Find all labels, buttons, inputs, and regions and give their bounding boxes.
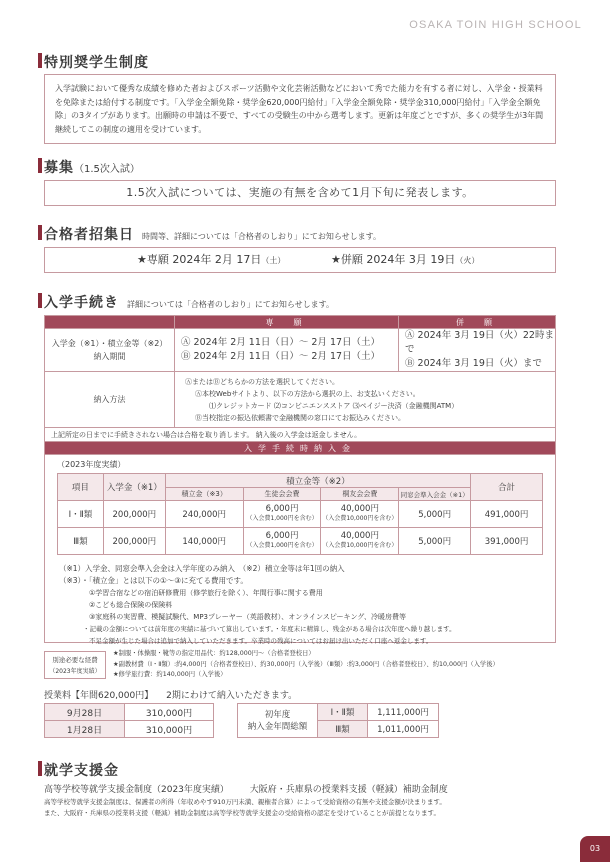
scholarship-heading — [44, 52, 149, 72]
gathering-title: 合格者招集日 — [44, 227, 134, 243]
fee-note-1: （※1）入学金、同窓会準入会金は入学年度のみ納入 （※2）積立金等は年1回の納入 — [59, 564, 345, 573]
extra-label-2: （2023年度実績） — [49, 668, 101, 675]
heigan-periods — [399, 329, 556, 372]
fee-row-student-amount: 6,000円 — [265, 531, 299, 541]
fee-notes — [59, 563, 549, 647]
fee-row-alumni — [321, 528, 399, 555]
tuition-amount: 310,000円 — [125, 721, 214, 738]
fee-sub-alumni: 桐友会会費 — [321, 488, 399, 501]
sengan-date: 2024年 2月 17日 — [172, 253, 262, 266]
recruit-title-sub: （1.5次入試） — [74, 164, 140, 175]
fee-row-alumni-note: （入会費10,000円を含む） — [322, 542, 398, 549]
scholarship-body: 入学試験において優秀な成績を修めた者およびスポーツ活動や文化芸術活動などにおいて秀でた能力を有する者に対し、入学金・授業料を免除または給付する制度です。「入学金全額免除・奨学金620,000円給付」「入学金全額免除・奨学金310,000円給付」「入学金全額免除」の3タイプがあります。出願時の申請は不要で、すべての受験生の中から選考します。更新は年度ごとですが、多くの奨学生が3年間継続してこの制度の適用を受けています。 — [55, 84, 544, 134]
fee-col-entry: 入学金（※1） — [103, 474, 165, 501]
fee-row-entry: 200,000円 — [103, 528, 165, 555]
support-sub-1: 高等学校等就学支援金制度（2023年度実績） — [44, 785, 229, 795]
fee-row-item: Ⅲ類 — [58, 528, 104, 555]
sengan-periods — [175, 329, 399, 372]
fee-row-reserve: 240,000円 — [165, 501, 243, 528]
gathering-heading — [44, 224, 381, 244]
fee-note-3a: ①学習合宿などの宿泊研修費用（修学旅行を除く）、年間行事に関する費用 — [89, 589, 323, 597]
section-bar — [38, 158, 42, 173]
fee-row-student-note: （入会費1,000円を含む） — [246, 542, 318, 549]
col-sengan: 専 願 — [175, 316, 399, 329]
support-body-1: 高等学校等就学支援金制度は、保護者の所得（年収めやす910万円未満、親権者合算）によって受給資格の有無や支援金額が決まります。 — [44, 798, 446, 806]
extra-item: ★副教材費（Ⅰ・Ⅱ類）:約4,000円（合格者登校日）、約30,000円（入学後）（Ⅲ類）:約3,000円（合格者登校日）、約10,000円（入学後） — [113, 660, 499, 668]
procedure-table — [44, 315, 556, 455]
annual-type: Ⅲ類 — [318, 721, 368, 738]
extra-label: 別途必要な経費 — [52, 656, 98, 664]
sengan-a: Ⓐ 2024年 2月 11日（日）～ 2月 17日（土） — [181, 337, 381, 348]
tuition-amount: 310,000円 — [125, 704, 214, 721]
fee-row-alumni-amount: 40,000円 — [340, 504, 379, 514]
period-label — [45, 329, 175, 372]
recruit-heading — [44, 157, 140, 177]
heigan-label: ★併願 — [331, 253, 363, 266]
fee-note-3b: ②こども総合保険の保険料 — [89, 601, 173, 609]
heigan-a: Ⓐ 2024年 3月 19日（火）22時まで — [405, 330, 554, 355]
tuition-date: 1月28日 — [45, 721, 125, 738]
tuition-heading — [44, 688, 297, 701]
support-body-2: また、大阪府・兵庫県の授業料支援（軽減）補助金制度は高等学校等就学支援金の受給資格の認定を受けていることが前提となります。 — [44, 809, 440, 817]
fee-row-dousou: 5,000円 — [399, 501, 471, 528]
tuition-title: 授業料【年間620,000円】 — [44, 691, 154, 701]
annual-table — [237, 703, 439, 738]
recruit-box — [44, 180, 556, 206]
fee-note-3c: ③家庭科の実習費、模擬試験代、MP3プレーヤー（英語教材）、オンラインスピーキング、冷暖房費等 — [89, 613, 407, 621]
fee-note-3e: 不足金額が生じた場合は追加で納入していただきます。卒業時の残高についてはお届け出いただく口座へ返金します。 — [89, 637, 433, 645]
annual-amount: 1,111,000円 — [368, 704, 439, 721]
procedure-corner — [45, 316, 175, 329]
fee-row-total: 391,000円 — [471, 528, 543, 555]
tuition-date: 9月28日 — [45, 704, 125, 721]
section-bar — [38, 761, 42, 776]
period-label-2: 納入期間 — [93, 352, 126, 361]
fee-note-3: （※3）・「積立金」とは以下の①～③に充てる費用です。 — [59, 576, 248, 585]
period-label-1: 入学金（※1）・積立金等（※2） — [51, 339, 168, 348]
fee-year: （2023年度実績） — [57, 460, 126, 469]
method-label: 納入方法 — [45, 372, 175, 428]
tuition-row — [45, 704, 214, 721]
procedure-heading — [44, 292, 334, 312]
fee-sub-reserve: 積立金（※3） — [165, 488, 243, 501]
method-3: ⑴クレジットカード ⑵コンビニエンスストア ⑶ペイジー決済（金融機関ATM） — [209, 401, 459, 410]
sengan-b: Ⓑ 2024年 2月 11日（日）～ 2月 17日（土） — [181, 351, 381, 362]
page-number: 03 — [580, 836, 610, 862]
col-heigan: 併 願 — [399, 316, 556, 329]
fee-note-3d: ・記載の金額については前年度の実績に基づいて算出しています。・年度末に精算し、残金がある場合は次年度へ繰り越します。 — [83, 625, 456, 633]
school-name: OSAKA TOIN HIGH SCHOOL — [409, 19, 582, 31]
support-sub-2: 大阪府・兵庫県の授業料支援（軽減）補助金制度 — [249, 785, 448, 795]
heigan-day: （火） — [455, 256, 480, 265]
recruit-body: 1.5次入試については、実施の有無を含めて1月下旬に発表します。 — [126, 186, 474, 199]
fee-row-entry: 200,000円 — [103, 501, 165, 528]
fee-row-student-note: （入会費1,000円を含む） — [246, 515, 318, 522]
procedure-title: 入学手続き — [44, 295, 119, 311]
scholarship-box — [44, 74, 556, 144]
tuition-row — [45, 721, 214, 738]
extra-item: ★制服・体操服・靴等の指定用品代：約128,000円～（合格者登校日） — [113, 650, 315, 657]
gathering-box — [44, 247, 556, 273]
scholarship-title: 特別奨学生制度 — [44, 55, 149, 71]
sengan-label: ★専願 — [137, 253, 169, 266]
extra-list — [113, 649, 563, 681]
method-body — [175, 372, 556, 428]
support-title: 就学支援金 — [44, 763, 119, 779]
extra-item: ★修学旅行費：約140,000円（入学後） — [113, 671, 227, 678]
heigan-date: 2024年 3月 19日 — [366, 253, 456, 266]
fee-row-alumni — [321, 501, 399, 528]
fee-row-alumni-amount: 40,000円 — [340, 531, 379, 541]
support-body — [44, 797, 574, 819]
fee-header: 入学手続時納入金 — [45, 442, 556, 455]
section-bar — [38, 225, 42, 240]
support-heading — [44, 760, 119, 780]
annual-type: Ⅰ・Ⅱ類 — [318, 704, 368, 721]
method-1: ⒶまたはⒷどちらかの方法を選択してください。 — [185, 377, 339, 386]
fee-row-student — [243, 501, 321, 528]
extra-label-box — [44, 651, 106, 679]
annual-label-cell — [238, 704, 318, 738]
procedure-notice: 上記所定の日までに手続きされない場合は合格を取り消します。 納入後の入学金は返金しません。 — [45, 428, 556, 442]
fee-row — [58, 528, 543, 555]
fee-col-item: 項目 — [58, 474, 104, 501]
tuition-table — [44, 703, 214, 738]
recruit-title: 募集 — [44, 160, 74, 176]
fee-row-total: 491,000円 — [471, 501, 543, 528]
fee-row-dousou: 5,000円 — [399, 528, 471, 555]
annual-label-2: 納入金年間総額 — [247, 721, 308, 732]
fee-row — [58, 501, 543, 528]
sengan-day: （土） — [261, 256, 286, 265]
heigan-date-line — [331, 248, 479, 273]
fee-row-student — [243, 528, 321, 555]
heigan-b: Ⓑ 2024年 3月 19日（火）まで — [405, 358, 542, 369]
fee-row-reserve: 140,000円 — [165, 528, 243, 555]
annual-amount: 1,011,000円 — [368, 721, 439, 738]
fee-frame — [44, 455, 556, 643]
fee-table — [57, 473, 543, 555]
gathering-note: 時間等、詳細については「合格者のしおり」にてお知らせします。 — [142, 232, 381, 241]
method-4: Ⓑ当校指定の振込依頼書で金融機関の窓口にてお振込みください。 — [195, 413, 405, 422]
annual-label: 初年度 — [264, 709, 291, 720]
fee-row-student-amount: 6,000円 — [265, 504, 299, 514]
fee-col-total: 合計 — [471, 474, 543, 501]
support-subs — [44, 782, 448, 795]
fee-sub-dousou: 同窓会準入会金（※1） — [399, 488, 471, 501]
fee-row-alumni-note: （入会費10,000円を含む） — [322, 515, 398, 522]
tuition-note: 2期にわけて納入いただきます。 — [166, 691, 298, 701]
procedure-note: 詳細については「合格者のしおり」にてお知らせします。 — [127, 300, 334, 309]
fee-col-reserve: 積立金等（※2） — [165, 474, 470, 488]
section-bar — [38, 53, 42, 68]
fee-row-item: Ⅰ・Ⅱ類 — [58, 501, 104, 528]
sengan-date-line — [137, 248, 285, 273]
section-bar — [38, 293, 42, 308]
fee-sub-student: 生徒会会費 — [243, 488, 321, 501]
method-2: Ⓐ本校Webサイトより、以下の方法から選択の上、お支払いください。 — [195, 389, 420, 398]
